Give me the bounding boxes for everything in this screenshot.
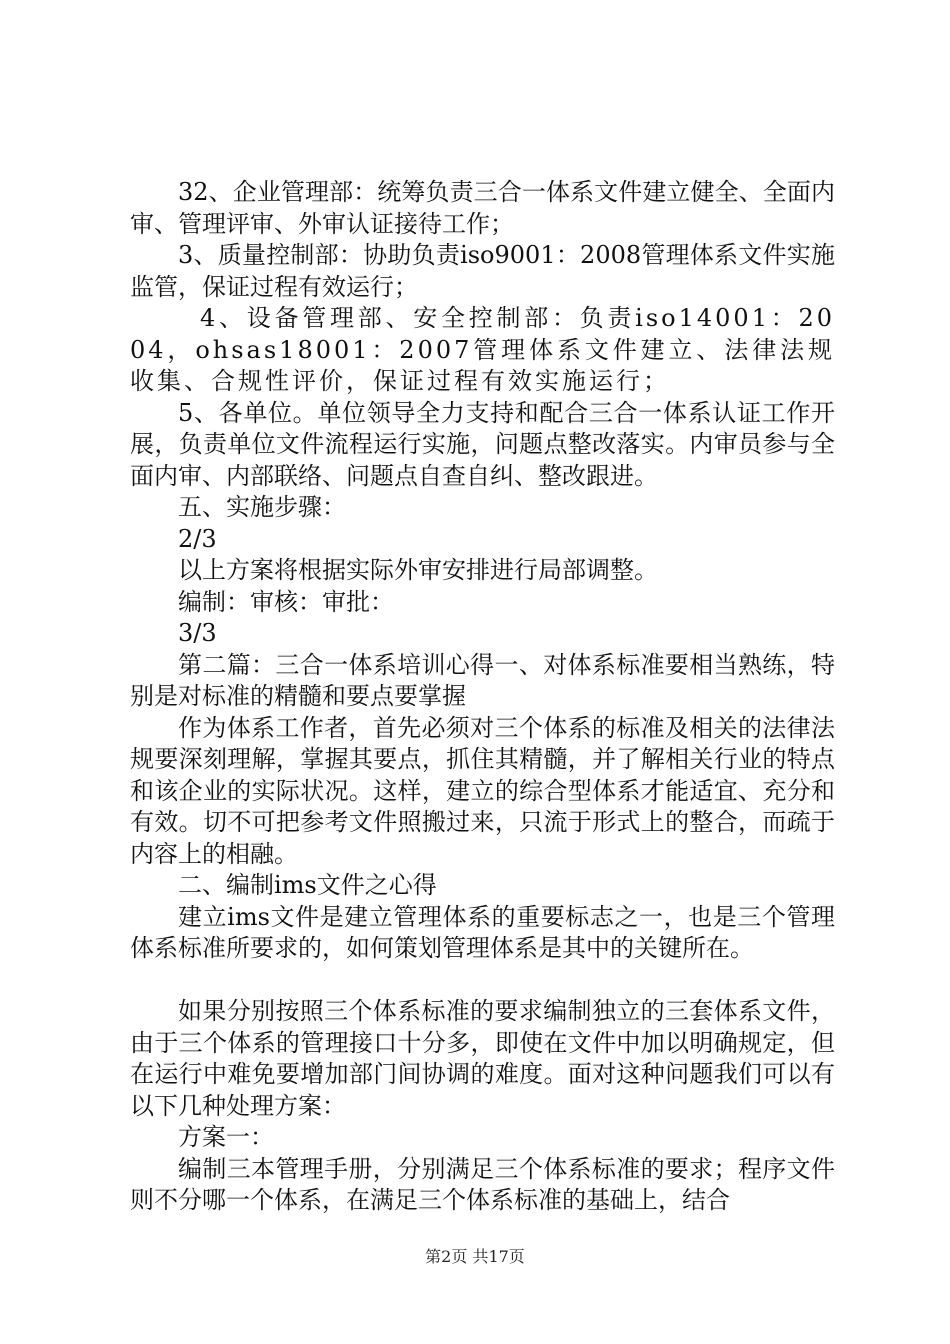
paragraph-body: 建立ims文件是建立管理体系的重要标志之一，也是三个管理体系标准所要求的，如何策划管理体系是其中的关键所在。 [130, 902, 835, 962]
document-body [130, 177, 835, 1217]
page-marker: 3/3 [178, 619, 217, 647]
paragraph-equipment-safety: 4、设备管理部、安全控制部：负责iso14001：2004，ohsas18001：2007管理体系文件建立、法律法规收集、合规性评价，保证过程有效实施运行； [130, 304, 835, 395]
paragraph-body: 编制三本管理手册，分别满足三个体系标准的要求；程序文件则不分哪一个体系，在满足三个体系标准的基础上，结合 [130, 1154, 835, 1214]
page-footer: 第2页 共17页 [425, 1247, 525, 1266]
paragraph-gap [130, 965, 835, 997]
paragraph-quality-control: 3、质量控制部：协助负责iso9001：2008管理体系文件实施监管，保证过程有效运行； [130, 241, 835, 301]
section-heading-ims: 二、编制ims文件之心得 [178, 871, 437, 899]
paragraph-body: 如果分别按照三个体系标准的要求编制独立的三套体系文件，由于三个体系的管理接口十分多，即使在文件中加以明确规定，但在运行中难免要增加部门间协调的难度。面对这种问题我们可以有以下几种处理方案： [130, 997, 835, 1120]
paragraph-units: 5、各单位。单位领导全力支持和配合三合一体系认证工作开展，负责单位文件流程运行实施，问题点整改落实。内审员参与全面内审、内部联络、问题点自查自纠、整改跟进。 [130, 398, 835, 490]
paragraph-body: 作为体系工作者，首先必须对三个体系的标准及相关的法律法规要深刻理解，掌握其要点，抓住其精髓，并了解相关行业的特点和该企业的实际状况。这样，建立的综合型体系才能适宜、充分和有效。切不可把参考文件照搬过来，只流于形式上的整合，而疏于内容上的相融。 [130, 713, 835, 868]
section-heading-steps: 五、实施步骤： [178, 493, 346, 521]
chapter-heading: 第二篇：三合一体系培训心得一、对体系标准要相当熟练，特别是对标准的精髓和要点要掌握 [130, 650, 835, 710]
signature-line: 编制：审核：审批： [178, 587, 394, 616]
paragraph-enterprise-management: 32、企业管理部：统筹负责三合一体系文件建立健全、全面内审、管理评审、外审认证接待工作； [130, 178, 835, 238]
page-marker: 2/3 [178, 524, 217, 553]
paragraph-adjustment-note: 以上方案将根据实际外审安排进行局部调整。 [178, 556, 658, 584]
option-heading: 方案一： [178, 1123, 274, 1151]
